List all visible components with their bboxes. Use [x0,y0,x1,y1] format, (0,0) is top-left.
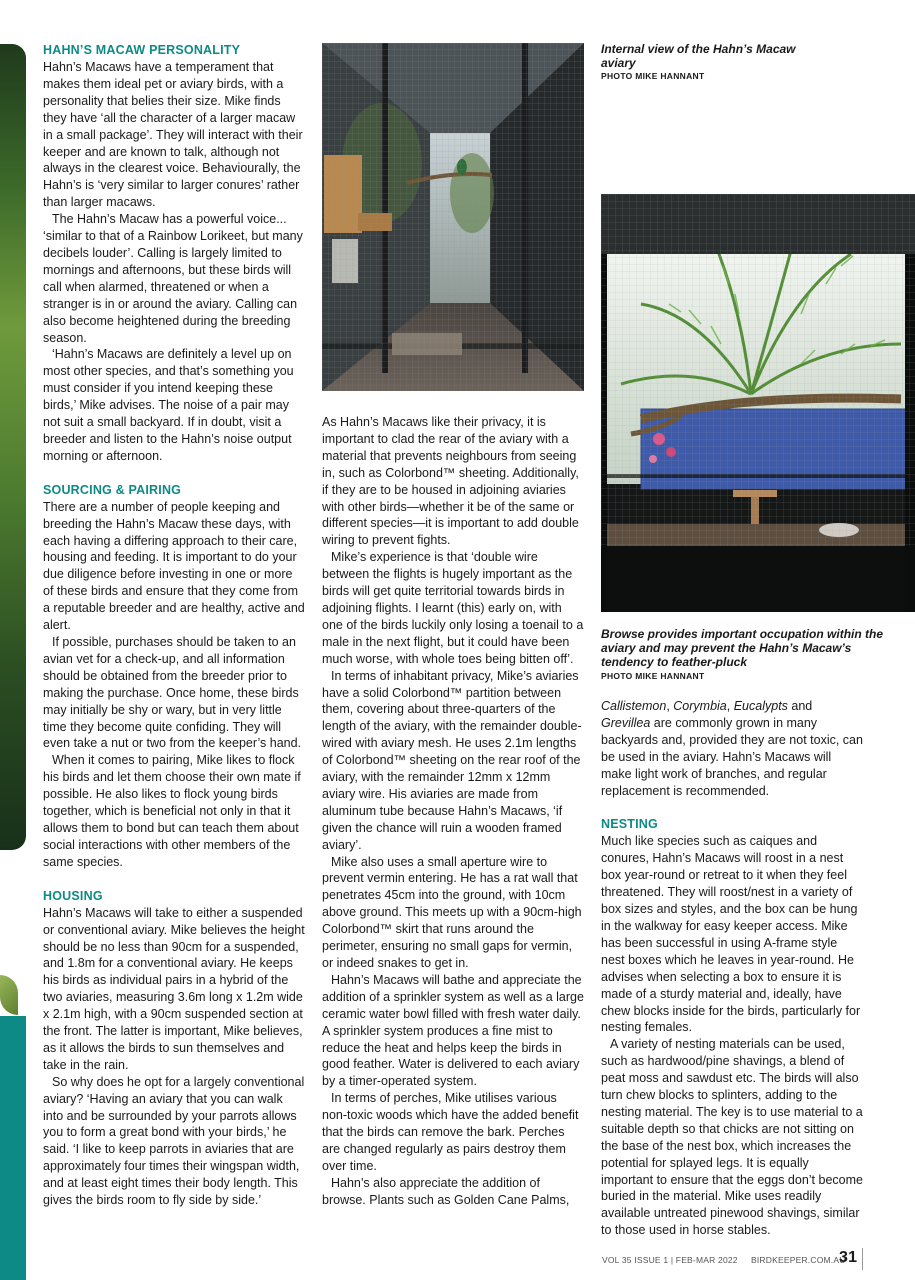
paragraph-rest: are commonly grown in many backyards and, provided they are not toxic, can be used in the aviary. Hahn’s Macaws will make light work of branches, and regular replacement is recommended. [601,715,863,798]
plant-name: Callistemon [601,699,667,713]
plant-name: Corymbia [673,699,727,713]
heading-nesting: NESTING [601,817,658,832]
separator: , [666,699,674,713]
leaf-edge [0,975,18,1015]
paragraph: Hahn’s Macaws have a temperament that makes them ideal pet or aviary birds, with a personality that belies their size. Mike finds they have ‘all the character of a larger macaw in a small package’. They will interact with their keeper and are known to talk, although not always in the clearest voice. Behaviourally, the Hahn’s is ‘very similar to larger conures’ rather than larger macaws. [43,60,303,210]
photo-caption-1 [601,42,801,81]
column-1 [43,42,306,1209]
plant-name: Grevillea [601,715,651,730]
photo-credit: PHOTO MIKE HANNANT [601,670,705,681]
aviary-interior-photo [322,43,584,391]
paragraph: Hahn’s also appreciate the addition of browse. Plants such as Golden Cane Palms, [322,1175,570,1207]
issue-info: VOL 35 ISSUE 1 | FEB-MAR 2022 [602,1255,738,1265]
paragraph: As Hahn’s Macaws like their privacy, it is important to clad the rear of the aviary with a material that prevents neighbours from seeing in, such as Colorbond™ sheeting. Additionally, if they are to be housed in adjoining aviaries with other birds—whether it be of the same or different species—it is important to add double wiring to prevent fights. [322,415,579,548]
paragraph: In terms of inhabitant privacy, Mike’s aviaries have a solid Colorbond™ partition between them, covering about three-quarters of the length of the aviary, with the remainder double-wired with aviary mesh. He uses 2.1m lengths of Colorbond™ sheeting on the rear roof of the aviary, with the remainder 12mm x 12mm aviary wire. His aviaries are made from aluminum tube because Hahn’s Macaws, ‘if given the chance will ruin a wooden framed aviary’. [322,668,582,852]
paragraph: If possible, purchases should be taken to an avian vet for a check-up, and all information should be obtained from the breeder prior to making the purchase. Once home, these birds may initially be shy or wary, but in very little time they become quite confiding. They will even take a nut or two from the keeper’s hand. [43,635,302,751]
aviary-browse-photo [601,194,915,612]
footer-divider [862,1248,863,1270]
paragraph: Hahn’s Macaws will take to either a suspended or conventional aviary. Mike believes the height should be no less than 90cm for a suspended, and 1.8m for a conventional aviary. He keeps his birds as individual pairs in a hybrid of the two aviaries, measuring 3.6m long x 1.2m wide x 2.1m high, with a 90cm suspended section at the front. The latter is important, Mike believes, as it allows the birds to sun themselves and take in the rain. [43,905,305,1072]
paragraph: Much like species such as caiques and conures, Hahn’s Macaws will roost in a nest box year-round or retreat to it when they feel threatened. They will roost/nest in a variety of box sizes and styles, and the box can be hung in the walkway for easy keeper access. Mike has been successful in using A-frame style nest boxes which he leaves in year-round. He advises when selecting a box to ensure it is made of a sturdy material and, ideally, have chew blocks inside for the birds, particularly for nesting females. [601,834,861,1035]
caption-text: Internal view of the Hahn’s Macaw aviary [601,42,796,71]
page-number: 31 [839,1249,858,1266]
paragraph: ‘Hahn’s Macaws are definitely a level up on most other species, and that’s something you must consider if you intend keeping these birds,’ Mike advises. The noise of a pair may not suit a small backyard. If in doubt, visit a breeder and listen to the Hahn’s noise output morning or afternoon. [43,347,294,463]
separator: and [787,699,813,713]
heading-personality: HAHN’S MACAW PERSONALITY [43,43,241,57]
paragraph: In terms of perches, Mike utilises various non-toxic woods which have the added benefit that the birds can remove the bark. Perches are changed regularly as pairs destroy them over time. [322,1091,579,1173]
teal-band [0,1016,26,1280]
paragraph: Hahn’s Macaws will bathe and appreciate the addition of a sprinkler system as well as a large ceramic water bowl filled with fresh water daily. A sprinkler system produces a fine mist to reduce the heat and helps keep the birds in good feather. Water is delivered to each aviary by a timer-operated system. [322,972,584,1089]
paragraph: Mike also uses a small aperture wire to prevent vermin entering. He has a rat wall that penetrates 45cm into the ground, with 10cm above ground. This meets up with a 90cm-high Colorbond™ skirt that runs around the perimeter, ensuring no small gaps for vermin, or indeed snakes to get in. [322,854,582,970]
paragraph: The Hahn’s Macaw has a powerful voice... ‘similar to that of a Rainbow Lorikeet, but many decibels louder’. Calling is largely limited to mornings and afternoons, but these birds will call when alarmed, threatened or when a stranger is in or around the aviary. Calling can also become heightened during the breeding season. [43,212,303,345]
paragraph [601,698,864,799]
website: BIRDKEEPER.COM.AU [751,1255,846,1265]
previous-page-photo-edge [0,44,26,850]
plant-name: Eucalypts [733,699,788,713]
column-2 [322,414,585,1209]
heading-housing: HOUSING [43,888,103,903]
paragraph: So why does he opt for a largely conventional aviary? ‘Having an aviary that you can walk into and be surrounded by your parrots allows you to form a great bond with your birds,’ he said. ‘I like to keep parrots in aviaries that are approximately four times their wingspan width, and at least eight times their body length. This gives the birds room to fly side by side.’ [43,1074,305,1208]
separator: , [726,699,734,713]
paragraph: When it comes to pairing, Mike likes to flock his birds and let them choose their own mate if possible. He also likes to flock young birds together, which is beneficial not only in that it allows them to bond but can teach them about social interactions with other members of the same species. [43,753,301,869]
page-footer [601,1250,866,1268]
heading-sourcing: SOURCING & PAIRING [43,482,182,497]
caption-text: Browse provides important occupation within the aviary and may prevent the Hahn’s Macaw’s tendency to feather-pluck [601,627,884,670]
photo-credit: PHOTO MIKE HANNANT [601,71,705,82]
paragraph: There are a number of people keeping and breeding the Hahn’s Macaw these days, with each having a differing approach to their care, housing and feeding. It is important to do your due diligence before investing in one or more of these birds and ensure that they come from a reputable breeder and are healthy, active and alert. [43,499,305,633]
paragraph: Mike’s experience is that ‘double wire between the flights is hugely important as the birds will get quite territorial towards birds in adjoining flights. I learnt (this) early on, with one of the birds luckily only losing a toenail to a male in the next flight, but it could have been much worse, with whole toes being bitten off’. [322,550,584,666]
aviary-browse-illustration [601,194,915,612]
column-3 [601,698,864,1239]
paragraph: A variety of nesting materials can be used, such as hardwood/pine shavings, a blend of peat moss and sawdust etc. The birds will also turn chew blocks to splinters, adding to the nesting material. The key is to use material to a suitable depth so that chicks are not sitting on the base of the nest box, which increases the potential for splayed legs. It is equally important to ensure that the eggs don’t become buried in the material. Mike uses readily available untreated pinewood shavings, similar to those used in horse stables. [601,1037,863,1238]
photo-caption-2 [601,627,901,681]
aviary-interior-illustration [322,43,584,391]
